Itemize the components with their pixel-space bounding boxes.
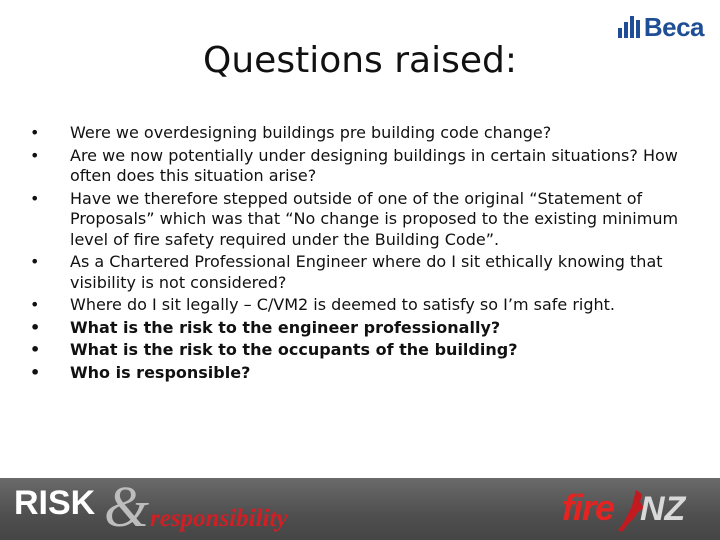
fire-nz-logo xyxy=(556,484,706,534)
bullet-text: What is the risk to the engineer professionally? xyxy=(70,317,501,337)
bullet-dot: • xyxy=(30,317,41,337)
beca-logo-text: Beca xyxy=(643,12,704,42)
bullet-text: What is the risk to the occupants of the building? xyxy=(70,340,518,359)
bullet-item xyxy=(0,146,700,187)
bullet-text: Are we now potentially under designing buildings in certain situations? How often does this situation arise? xyxy=(70,145,678,185)
bullet-dot: • xyxy=(30,123,40,142)
bullet-text: Have we therefore stepped outside of one of the original “Statement of Proposals” which was that “No change is proposed to the existing minimum level of fire safety required under the Building Code”. xyxy=(70,188,679,249)
ampersand-logo: & xyxy=(104,474,150,539)
bullet-text: Where do I sit legally – C/VM2 is deemed to satisfy so I’m safe right. xyxy=(70,295,615,314)
bullet-item xyxy=(0,318,700,339)
bullet-dot: • xyxy=(30,188,40,208)
bullet-dot: • xyxy=(30,252,40,271)
responsibility-logo-text: responsibility xyxy=(150,505,288,532)
slide-title: Questions raised: xyxy=(203,40,517,81)
footer-banner xyxy=(0,474,720,540)
bullet-item xyxy=(0,363,700,384)
bullet-item xyxy=(0,123,700,144)
bullet-dot: • xyxy=(30,295,40,314)
bullet-item xyxy=(0,252,700,293)
bullet-dot: • xyxy=(30,340,41,359)
bullet-dot: • xyxy=(30,362,41,382)
risk-logo-text: RISK xyxy=(14,484,96,522)
bullet-item xyxy=(0,189,700,251)
bullet-item xyxy=(0,340,700,361)
bullet-item xyxy=(0,295,700,316)
bullet-text: Who is responsible? xyxy=(70,362,251,382)
bullet-list xyxy=(0,123,700,385)
bullet-text: Were we overdesigning buildings pre building code change? xyxy=(70,123,552,142)
bullet-text: As a Chartered Professional Engineer where do I sit ethically knowing that visibility is not considered? xyxy=(70,252,663,292)
bullet-dot: • xyxy=(30,145,40,165)
beca-mark-icon xyxy=(618,16,640,38)
beca-logo xyxy=(618,14,704,40)
nz-logo-text: NZ xyxy=(640,490,686,528)
fire-logo-text: fire xyxy=(562,487,615,528)
